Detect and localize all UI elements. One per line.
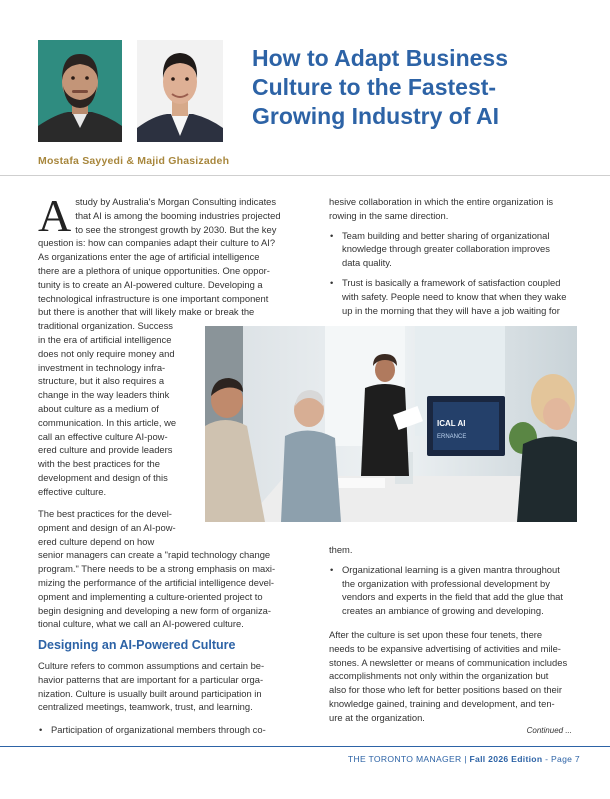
screen-text-2: ERNANCE <box>437 434 467 440</box>
trust-line: up in the morning that they will have a job waiting for <box>342 304 560 316</box>
intro-line: question is: how can companies adapt their culture to AI? <box>38 237 276 249</box>
continued-note: Continued ... <box>526 726 572 735</box>
bullet-text <box>342 229 579 270</box>
closing-paragraph <box>329 628 579 725</box>
footer-separator: | <box>464 754 467 764</box>
intro-line: to see the strongest growth by 2030. But the key <box>75 223 277 235</box>
magazine-name: THE TORONTO MANAGER <box>347 754 462 764</box>
title-line: Growing Industry of AI <box>252 103 500 129</box>
bullet-trust <box>329 276 579 317</box>
closing-line: accomplishments not only within the organization but <box>329 670 549 682</box>
page-footer <box>348 754 580 764</box>
meeting-photo <box>205 326 577 522</box>
intro-line: call an effective culture AI-pow- <box>38 430 168 442</box>
best-practices-line: ered culture depend on how <box>38 535 155 547</box>
right-top-line: hesive collaboration in which the entire organization is <box>329 196 554 207</box>
intro-line: structure, but it also requires a <box>38 375 165 387</box>
best-practices-line: opment and implementing a culture-oriented project to <box>38 590 263 602</box>
spacer <box>329 618 579 628</box>
closing-line: also for those who left for better positions based on their <box>329 684 562 696</box>
best-practices-line: tional culture, what we call an AI-powered culture. <box>38 618 244 630</box>
intro-line: effective culture. <box>38 485 107 497</box>
closing-line: stones. A newsletter or means of communication includes <box>329 656 568 668</box>
intro-line: technological infrastructure is one important component <box>38 292 269 304</box>
learning-line: the organization with professional development by <box>342 577 550 589</box>
intro-line: does not only require money and <box>38 347 175 359</box>
intro-line: investment in technology infra- <box>38 361 166 373</box>
team-line: data quality. <box>342 257 392 269</box>
learning-line: creates an ambiance of growing and developing. <box>342 605 544 617</box>
right-top-paragraph <box>329 195 579 223</box>
section-line: Culture refers to common assumptions and certain be- <box>38 659 265 671</box>
intro-line: there are a plethora of unique opportunities. One oppor- <box>38 264 270 276</box>
intro-line: traditional organization. Success <box>38 320 173 332</box>
best-practices-line: The best practices for the devel- <box>38 508 172 519</box>
section-paragraph <box>38 659 313 714</box>
trust-line: with safety. People need to know that when they wake <box>342 290 567 302</box>
bullet-organizational-learning <box>329 563 579 618</box>
intro-line: about culture as a medium of <box>38 402 159 414</box>
page-number: - Page 7 <box>545 754 580 764</box>
intro-line: communication. In this article, we <box>38 416 177 428</box>
intro-line: tunity is to create an AI-powered culture. Developing a <box>38 278 263 290</box>
best-practices-line: program." There needs to be a strong emphasis on maxi- <box>38 563 276 575</box>
intro-line: with the best practices for the <box>38 458 160 470</box>
section-heading: Designing an AI-Powered Culture <box>38 638 236 653</box>
bullet-text: Participation of organizational members through co- <box>51 724 266 736</box>
best-practices-line: opment and design of an AI-pow- <box>38 521 176 533</box>
best-practices-line: senior managers can create a "rapid technology change <box>38 549 271 561</box>
intro-line: that AI is among the booming industries projected <box>75 209 281 221</box>
best-practices-paragraph <box>38 507 313 631</box>
left-column-continued <box>38 507 313 737</box>
learning-line: vendors and experts in the field that add the glue that <box>342 591 563 603</box>
them-line: them. <box>329 544 353 555</box>
edition-label: Fall 2026 Edition <box>469 754 543 764</box>
intro-line: development and design of this <box>38 471 168 483</box>
right-column-top <box>329 195 579 317</box>
trust-line: • Trust is basically a framework of satisfaction coupled <box>342 276 561 288</box>
learning-line: • Organizational learning is a given mantra throughout <box>342 563 560 575</box>
bullet-team-building <box>329 229 579 270</box>
title-line: Culture to the Fastest- <box>252 74 497 100</box>
intro-line: As organizations enter the age of artificial intelligence <box>38 251 260 263</box>
intro-line: study by Australia's Morgan Consulting indicates <box>75 196 277 207</box>
intro-line: but there is another that will likely make or break the <box>38 306 255 318</box>
bullet-text <box>342 276 579 317</box>
drop-cap: A <box>38 190 72 241</box>
right-column-bottom <box>329 543 579 725</box>
team-line: • Team building and better sharing of organizational <box>342 229 550 241</box>
closing-line: knowledge gained, training and development, and ten- <box>329 697 555 709</box>
footer-divider <box>0 746 610 747</box>
team-line: knowledge through greater collaboration improves <box>342 243 550 255</box>
section-line: nization. Culture is usually built around participation in <box>38 687 262 699</box>
section-line: havior patterns that are important for a particular orga- <box>38 673 264 685</box>
article-authors: Mostafa Sayyedi & Majid Ghasizadeh <box>38 155 230 167</box>
closing-line: After the culture is set upon these four tenets, there <box>329 628 543 640</box>
closing-line: needs to be expansive advertising of activities and mile- <box>329 642 561 654</box>
spacer <box>38 714 313 723</box>
bullet-text <box>342 563 579 618</box>
bullet-participation <box>38 723 313 737</box>
author-photo-majid <box>137 40 223 142</box>
right-top-line: rowing in the same direction. <box>329 209 449 221</box>
screen-text-1: ICAL AI <box>437 419 466 428</box>
section-line: centralized meetings, teamwork, trust, and learning. <box>38 701 253 713</box>
intro-line: ered culture and provide leaders <box>38 444 173 456</box>
header-divider <box>0 175 610 176</box>
title-line: How to Adapt Business <box>252 45 508 71</box>
author-photo-mostafa <box>38 40 122 142</box>
article-title <box>252 44 582 131</box>
intro-line: in the era of artificial intelligence <box>38 333 172 345</box>
best-practices-line: mizing the performance of the artificial intelligence devel- <box>38 576 275 588</box>
closing-line: ure at the organization. <box>329 711 425 723</box>
intro-line: change in the way leaders think <box>38 389 170 401</box>
best-practices-line: begin designing and developing a new form of organiza- <box>38 604 271 616</box>
